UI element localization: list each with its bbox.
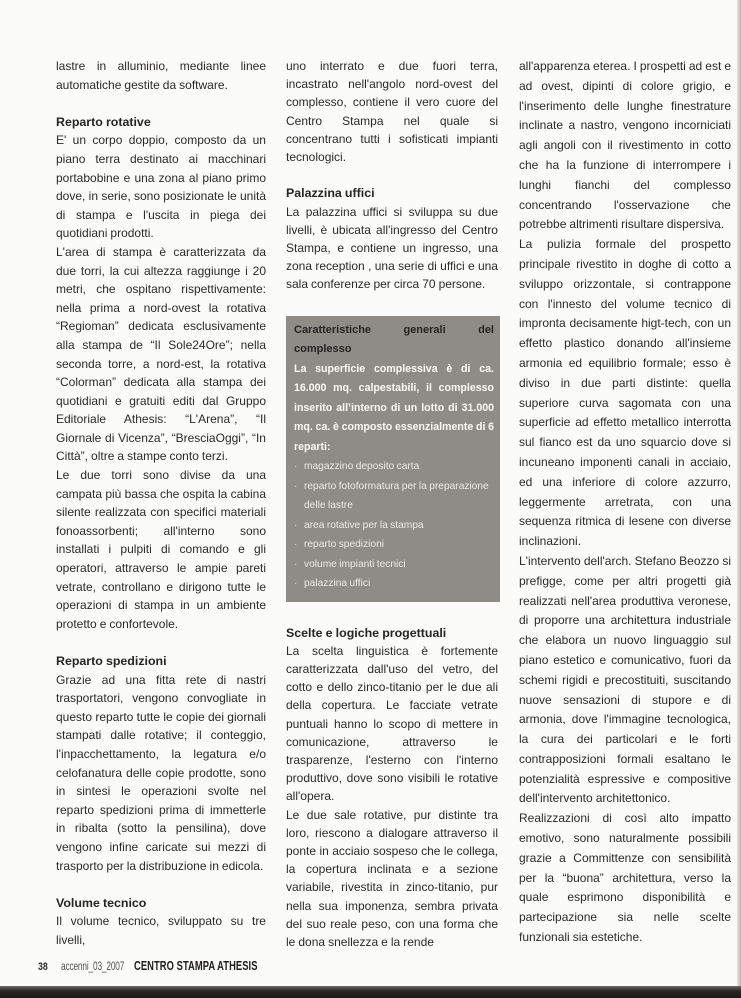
section-heading: Scelte e logiche progettuali: [286, 625, 447, 640]
body-paragraph: L'area di stampa è caratterizzata da due torri, la cui altezza raggiunge i 20 metri, che ospitano rispettivamente: nella prima a nord-ovest la rotativa “Regioman” dedicata esclusivamente alla stampa de “Il Sole24Ore”; nella seconda torre, a nord-est, la rotativa “Colorman” dedicata alla stampa dei quotidiani e gratuiti editi dal Gruppo Editoriale Athesis: “L'Arena”, “Il Giornale di Vicenza”, “BresciaOggi”, “In Città”, oltre a stampe conto terzi.: [56, 244, 266, 464]
page-footer: [38, 958, 306, 973]
body-paragraph: lastre in alluminio, mediante linee automatiche gestite da software.: [56, 59, 266, 92]
sidebar-box-item: · magazzino deposito carta: [294, 457, 494, 477]
body-paragraph: all'apparenza eterea. I prospetti ad est e ad ovest, dipinti di colore grigio, e l'inserimento delle lunghe finestrature inclinate a nastro, vengono incorniciati agli angoli con il rivestimento in cotto che ha la funzione di interrompere i lunghi fianchi del complesso concentrando l'osservazione che potrebbe altrimenti risultare dispersiva.: [519, 59, 731, 232]
sidebar-box-item: · reparto spedizioni: [294, 535, 494, 555]
body-paragraph: E' un corpo doppio, composto da un piano terra destinato ai macchinari portabobine e una zona al piano primo dove, in serie, sono posizionate le unità di stampa e l'uscita in piega dei quotidiani prodotti.: [56, 133, 266, 241]
bullet-icon: ·: [294, 461, 298, 473]
body-paragraph: L'intervento dell'arch. Stefano Beozzo si prefigge, come per altri progetti già realizzati nell'area produttiva veronese, di proporre una architettura industriale che elabora un nuovo linguaggio sul piano estetico e comunicativo, fuori da schemi rigidi e precostituiti, suscitando nuove sensazioni di stupore e di armonia, dove l'immagine tecnologica, la cura dei particolari e le forti contrapposizioni formali esaltano le potenzialità espressive e compositive dell'intervento architettonico.: [519, 553, 731, 806]
sidebar-box-item: · volume impianti tecnici: [294, 555, 494, 575]
bullet-icon: ·: [294, 578, 298, 590]
section-title: CENTRO STAMPA ATHESIS: [134, 958, 258, 973]
section-heading: Reparto rotative: [56, 114, 151, 129]
section-heading: Volume tecnico: [56, 895, 147, 910]
issue-label: accenni_03_2007: [61, 961, 125, 973]
body-paragraph: La pulizia formale del prospetto principale rivestito in doghe di cotto a sviluppo orizzontale, si contrappone con l'innesto del volume tecnico di impronta decisamente higt-tech, con un effetto plastico donando all'insieme armonia ed equilibrio formale; esso è diviso in due parti distinte: quella superiore curva sagomata con una superficie ad effetto metallico interrotta sul fianco est da uno squarcio dove si incuneano imponenti canali in acciaio, ed una inferiore di colore azzurro, leggermente arretrata, con una sequenza ritmica di lesene con diverse inclinazioni.: [519, 237, 731, 549]
body-paragraph: Grazie ad una fitta rete di nastri trasportatori, vengono convogliate in questo reparto tutte le copie dei giornali stampati dalle rotative; il conteggio, l'inpacchettamento, la legatura e/o celofanatura delle copie prodotte, sono in sintesi le operazioni svolte nel reparto spedizioni prima di immetterle in ribalta (sotto la pensilina), dove vengono infine caricate sui mezzi di trasporto per la distribuzione in edicola.: [56, 672, 266, 873]
body-paragraph: Realizzazioni di così alto impatto emotivo, sono naturalmente possibili grazie a Committenze con sensibilità per la “buona” architettura, verso la quale esprimono disponibilità e partecipazione sia nelle scelte funzionali sia estetiche.: [519, 811, 731, 945]
sidebar-box-item: · area rotative per la stampa: [294, 516, 494, 536]
bullet-icon: ·: [294, 539, 298, 551]
section-heading: Reparto spedizioni: [56, 654, 167, 668]
sidebar-box-intro: La superficie complessiva è di ca. 16.000 mq. calpestabili, il complesso inserito all’interno di un lotto di 31.000 mq. ca. è composto essenzialmente di 6 reparti:: [294, 362, 494, 453]
sidebar-box-item: · reparto fotoformatura per la preparazione delle lastre: [294, 477, 494, 516]
column-3: [519, 57, 731, 948]
page-bottom-shadow: [0, 986, 741, 998]
sidebar-box-title: Caratteristiche generali del complesso: [294, 323, 494, 356]
body-paragraph: La palazzina uffici si sviluppa su due livelli, è ubicata all'ingresso del Centro Stampa, e contiene un ingresso, una zona reception , una serie di uffici e una sala conferenze per circa 70 persone.: [286, 204, 498, 292]
column-2: [286, 57, 498, 951]
bullet-icon: ·: [294, 519, 298, 531]
bullet-icon: ·: [294, 480, 298, 492]
body-paragraph: Le due sale rotative, pur distinte tra loro, riescono a dialogare attraverso il ponte in acciaio sospeso che le collega, la copertura inclinata e a sezione variabile, rivestita in zinco-titanio, pur nella sua imponenza, sembra privata del suo reale peso, con una forma che le dona snellezza e la rende: [286, 807, 498, 950]
sidebar-box: [286, 316, 500, 602]
sidebar-box-item: · palazzina uffici: [294, 574, 494, 594]
section-heading: Palazzina uffici: [286, 186, 375, 201]
body-paragraph: Il volume tecnico, sviluppato su tre livelli,: [56, 914, 266, 947]
sidebar-box-list: [294, 457, 494, 594]
column-1: [56, 57, 266, 950]
body-paragraph: La scelta linguistica è fortemente caratterizzata dall'uso del vetro, del cotto e dello zinco-titanio per le due ali della copertura. Le facciate vetrate puntuali hanno lo scopo di mettere in comunicazione, attraverso le trasparenze, l'esterno con l'interno produttivo, dove sono visibili le rotative all'opera.: [286, 643, 498, 804]
page-number: 38: [38, 961, 48, 973]
body-paragraph: uno interrato e due fuori terra, incastrato nell'angolo nord-ovest del complesso, contiene il vero cuore del Centro Stampa nel quale si concentrano tutti i sofisticati impianti tecnologici.: [286, 59, 498, 165]
body-paragraph: Le due torri sono divise da una campata più bassa che ospita la cabina silente realizzata con specifici materiali fonoassorbenti; all'interno sono installati i pulpiti di comando e gli operatori, attraverso le ampie pareti vetrate, controllano e dirigono tutte le operazioni di stampa in un ambiente protetto e confortevole.: [56, 468, 266, 631]
page-edge-shadow: [737, 0, 741, 986]
bullet-icon: ·: [294, 558, 298, 570]
